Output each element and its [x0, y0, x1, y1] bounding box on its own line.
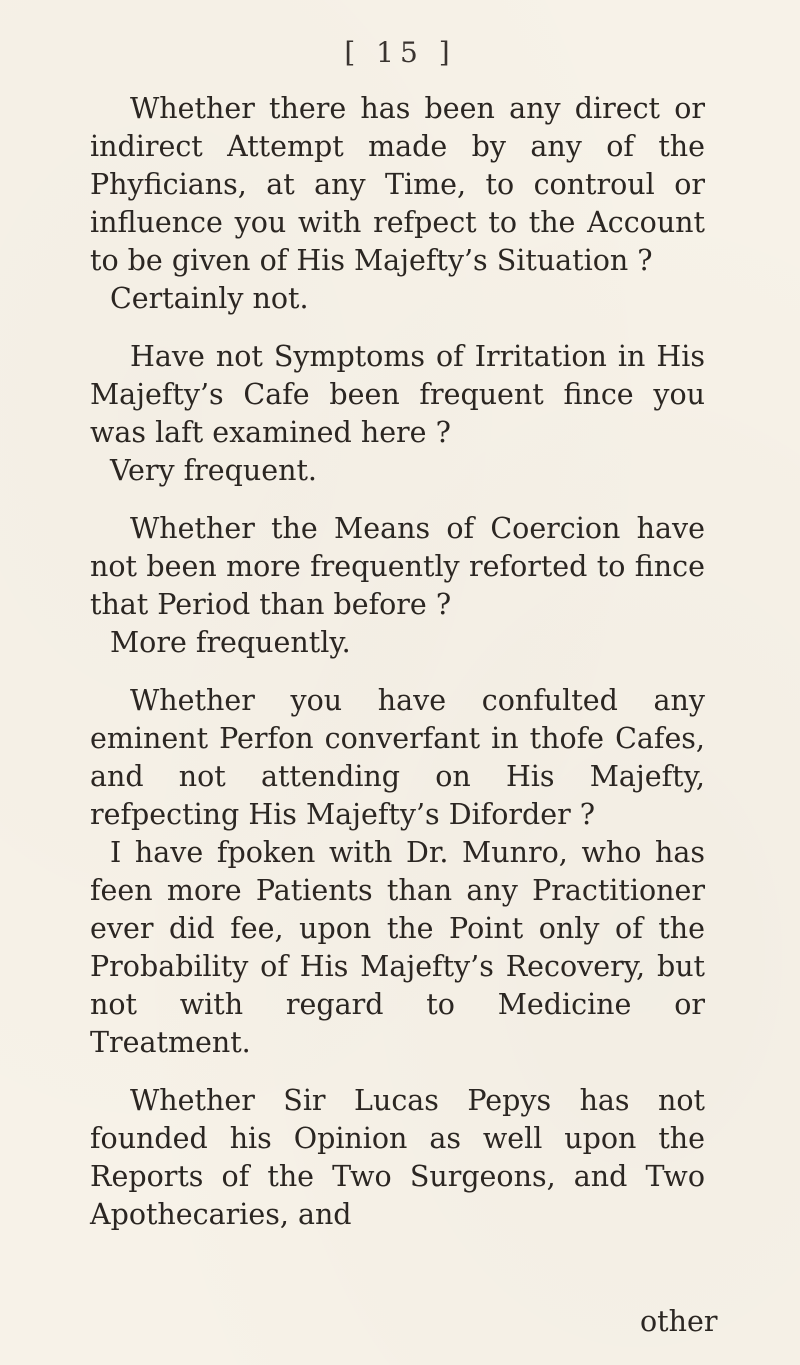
question-1: Whether there has been any direct or indirect Attempt made by any of the Phyficians, at any Time, to controul or influence you with refpect to the Account to be given of His Majefty’s Situation ? [90, 92, 705, 277]
catchword: other [640, 1305, 718, 1338]
answer-2: Very frequent. [110, 454, 317, 487]
page-number: [ 15 ] [344, 36, 456, 69]
question-5: Whether Sir Lucas Pepys has not founded his Opinion as well upon the Reports of the Two Surgeons, and Two Apothecaries, and [90, 1084, 705, 1231]
question-4: Whether you have confulted any eminent Perfon converfant in thofe Cafes, and not attending on His Majefty, refpecting His Majefty’s Diforder ? [90, 684, 705, 831]
answer-4: I have fpoken with Dr. Munro, who has feen more Patients than any Practitioner ever did fee, upon the Point only of the Probability of His Majefty’s Recovery, but not with regard to Medicine or Treatment. [90, 836, 705, 1059]
answer-3: More frequently. [110, 626, 351, 659]
question-3: Whether the Means of Coercion have not been more frequently reforted to fince that Period than before ? [90, 512, 705, 621]
body-text [90, 90, 705, 1234]
question-2: Have not Symptoms of Irritation in His Majefty’s Cafe been frequent fince you was laft examined here ? [90, 340, 705, 449]
answer-1: Certainly not. [110, 282, 309, 315]
